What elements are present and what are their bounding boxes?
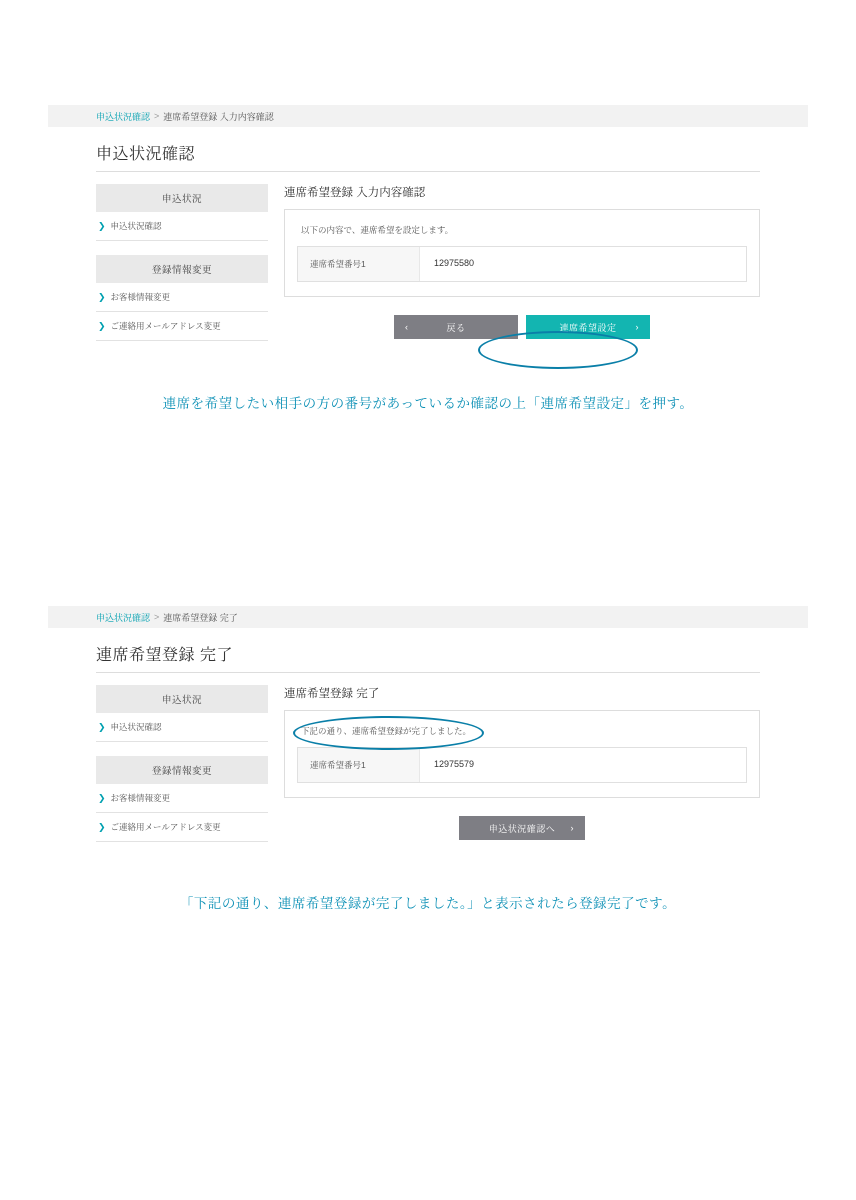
screen-completion (48, 606, 808, 842)
sidebar-heading-registration-change: 登録情報変更 (96, 756, 268, 784)
seat-request-value: 12975580 (434, 258, 475, 268)
chevron-right-icon: ❯ (98, 220, 106, 231)
sidebar-item-email-change[interactable] (96, 813, 268, 842)
go-to-application-status-button[interactable] (459, 816, 585, 840)
confirmation-panel (284, 209, 760, 297)
sidebar-item-application-status-check[interactable] (96, 212, 268, 241)
seat-request-label: 連席希望番号1 (298, 748, 420, 782)
breadcrumb-current: 連席希望登録 完了 (163, 612, 238, 623)
chevron-right-icon: ❯ (98, 792, 106, 803)
sidebar (96, 685, 268, 842)
breadcrumb-current: 連席希望登録 入力内容確認 (163, 111, 274, 122)
chevron-right-icon: ❯ (98, 291, 106, 302)
content-row (96, 685, 760, 842)
go-to-application-status-label: 申込状況確認へ (488, 823, 556, 834)
sidebar-item-label: ご連絡用メールアドレス変更 (110, 822, 221, 832)
completion-panel (284, 710, 760, 798)
seat-request-row (297, 747, 747, 783)
page-title-wrapper (96, 642, 760, 673)
breadcrumb-separator: > (154, 612, 160, 622)
button-row (284, 315, 760, 339)
screen-confirm-input (48, 105, 808, 341)
chevron-right-icon: › (635, 322, 639, 332)
completion-message: 下記の通り、連席希望登録が完了しました。 (301, 726, 472, 736)
sidebar-item-application-status-check[interactable] (96, 713, 268, 742)
chevron-right-icon: ❯ (98, 721, 106, 732)
page-title: 連席希望登録 完了 (96, 647, 233, 664)
breadcrumb-separator: > (154, 111, 160, 121)
sidebar-item-label: 申込状況確認 (110, 722, 162, 732)
breadcrumb (48, 105, 808, 127)
sidebar-item-customer-info-change[interactable] (96, 283, 268, 312)
page-title: 申込状況確認 (96, 146, 196, 163)
sidebar-item-label: お客様情報変更 (110, 292, 171, 302)
content-row (96, 184, 760, 341)
back-button[interactable] (394, 315, 518, 339)
sidebar-heading-application-status: 申込状況 (96, 184, 268, 212)
chevron-right-icon: ❯ (98, 320, 106, 331)
chevron-right-icon: › (570, 823, 574, 833)
seat-request-row (297, 246, 747, 282)
sidebar-heading-registration-change: 登録情報変更 (96, 255, 268, 283)
breadcrumb-link-application-status[interactable]: 申込状況確認 (96, 612, 151, 623)
caption-step-1: 連席を希望したい相手の方の番号があっているか確認の上「連席希望設定」を押す。 (162, 396, 694, 411)
sidebar (96, 184, 268, 341)
sidebar-item-customer-info-change[interactable] (96, 784, 268, 813)
main-content (284, 184, 760, 341)
breadcrumb-link-application-status[interactable]: 申込状況確認 (96, 111, 151, 122)
back-button-label: 戻る (446, 322, 466, 333)
seat-request-label: 連席希望番号1 (298, 247, 420, 281)
sidebar-item-label: お客様情報変更 (110, 793, 171, 803)
sidebar-item-label: 申込状況確認 (110, 221, 162, 231)
set-seat-request-button[interactable] (526, 315, 650, 339)
sidebar-heading-application-status: 申込状況 (96, 685, 268, 713)
breadcrumb (48, 606, 808, 628)
caption-step-2: 「下記の通り、連席希望登録が完了しました。」と表示されたら登録完了です。 (179, 896, 677, 911)
button-row (284, 816, 760, 840)
chevron-left-icon: ‹ (405, 322, 409, 332)
set-seat-request-label: 連席希望設定 (559, 322, 617, 333)
sidebar-item-email-change[interactable] (96, 312, 268, 341)
seat-request-value: 12975579 (434, 759, 475, 769)
section-title: 連席希望登録 完了 (284, 688, 380, 700)
chevron-right-icon: ❯ (98, 821, 106, 832)
page-title-wrapper (96, 141, 760, 172)
section-title: 連席希望登録 入力内容確認 (284, 187, 426, 199)
panel-lead-text: 以下の内容で、連席希望を設定します。 (301, 225, 454, 235)
main-content (284, 685, 760, 842)
sidebar-item-label: ご連絡用メールアドレス変更 (110, 321, 221, 331)
